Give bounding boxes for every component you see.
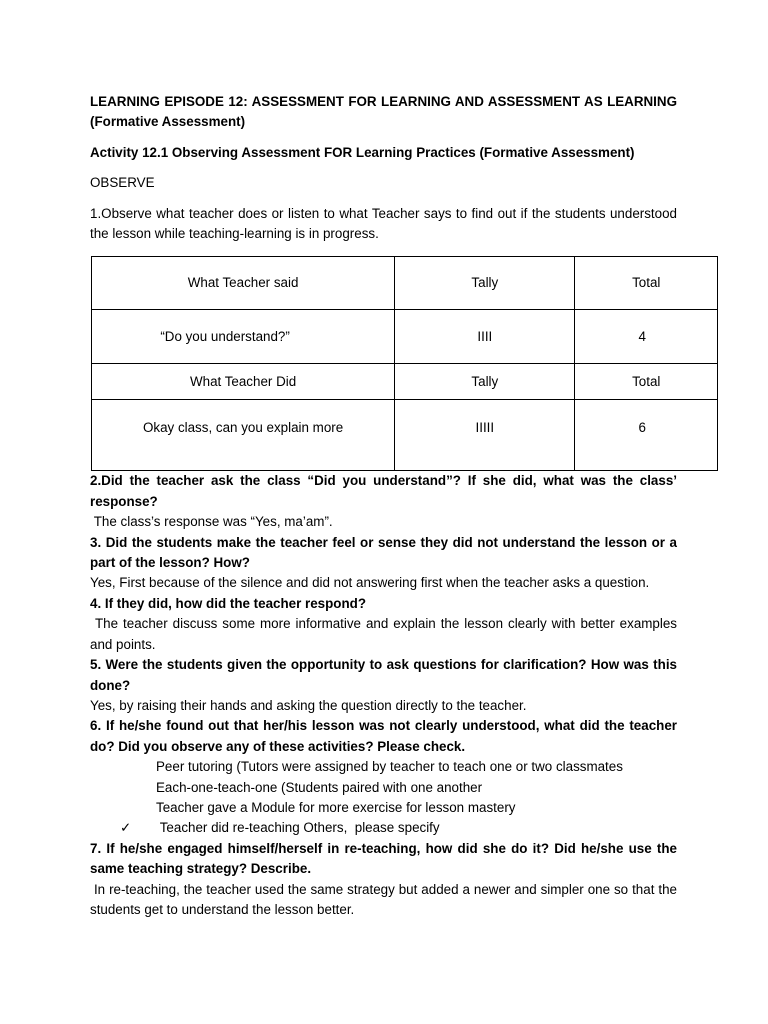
answer-3: Yes, First because of the silence and did not answering first when the teacher asks a question. bbox=[90, 575, 650, 591]
table-cell: Total bbox=[575, 257, 718, 310]
table-cell: What Teacher said bbox=[92, 257, 395, 310]
answer-2: The class’s response was “Yes, ma’am”. bbox=[90, 514, 333, 530]
table-cell: 4 bbox=[575, 310, 718, 364]
checklist-item-label: Teacher gave a Module for more exercise for lesson mastery bbox=[156, 799, 516, 815]
answer-5: Yes, by raising their hands and asking the question directly to the teacher. bbox=[90, 697, 527, 713]
table-row bbox=[92, 364, 718, 400]
checklist-item-label: Teacher did re-teaching Others, please specify bbox=[156, 820, 440, 836]
episode-title: LEARNING EPISODE 12: ASSESSMENT FOR LEARNING AND ASSESSMENT AS LEARNING (Formative Assessment) bbox=[90, 94, 677, 130]
table-row bbox=[92, 400, 718, 471]
table-row bbox=[92, 310, 718, 364]
question-3: 3. Did the students make the teacher feel or sense they did not understand the lesson or a part of the lesson? How? bbox=[90, 534, 677, 571]
document-page bbox=[90, 92, 681, 920]
question-5: 5. Were the students given the opportunity to ask questions for clarification? How was this done? bbox=[90, 657, 677, 693]
observation-instruction: 1.Observe what teacher does or listen to what Teacher says to find out if the students understood the lesson while teaching-learning is in progress. bbox=[90, 205, 677, 242]
answer-4: The teacher discuss some more informative and explain the lesson clearly with better examples and points. bbox=[90, 616, 681, 652]
answer-7: In re-teaching, the teacher used the same strategy but added a newer and simpler one so that the students get to understand the lesson better. bbox=[90, 881, 681, 917]
activity-heading: Activity 12.1 Observing Assessment FOR Learning Practices (Formative Assessment) bbox=[90, 144, 635, 160]
question-6: 6. If he/she found out that her/his lesson was not clearly understood, what did the teacher do? Did you observe any of these activities? Please check. bbox=[90, 718, 677, 754]
table-cell: “Do you understand?” bbox=[92, 310, 395, 364]
table-cell: IIIII bbox=[395, 400, 575, 471]
checklist-item-label: Peer tutoring (Tutors were assigned by teacher to teach one or two classmates bbox=[156, 759, 623, 775]
table-row bbox=[92, 257, 718, 310]
table-cell: Okay class, can you explain more bbox=[92, 400, 395, 471]
checklist-item-label: Each-one-teach-one (Students paired with one another bbox=[156, 779, 483, 795]
remediation-checklist bbox=[90, 757, 677, 839]
table-cell: 6 bbox=[575, 400, 718, 471]
checklist-item bbox=[90, 798, 677, 818]
observe-label: OBSERVE bbox=[90, 175, 155, 191]
table-cell: Total bbox=[575, 364, 718, 400]
table-cell: Tally bbox=[395, 257, 575, 310]
checklist-item bbox=[90, 818, 677, 838]
checklist-item bbox=[90, 757, 677, 777]
checklist-item bbox=[90, 778, 677, 798]
question-7: 7. If he/she engaged himself/herself in re-teaching, how did she do it? Did he/she use the same teaching strategy? Describe. bbox=[90, 840, 677, 877]
observation-table bbox=[91, 256, 718, 471]
question-2: 2.Did the teacher ask the class “Did you understand”? If she did, what was the class’ response? bbox=[90, 473, 677, 509]
checkmark-icon: ✓ bbox=[120, 820, 132, 836]
table-cell: What Teacher Did bbox=[92, 364, 395, 400]
question-4: 4. If they did, how did the teacher respond? bbox=[90, 595, 367, 611]
table-cell: Tally bbox=[395, 364, 575, 400]
table-cell: IIII bbox=[395, 310, 575, 364]
